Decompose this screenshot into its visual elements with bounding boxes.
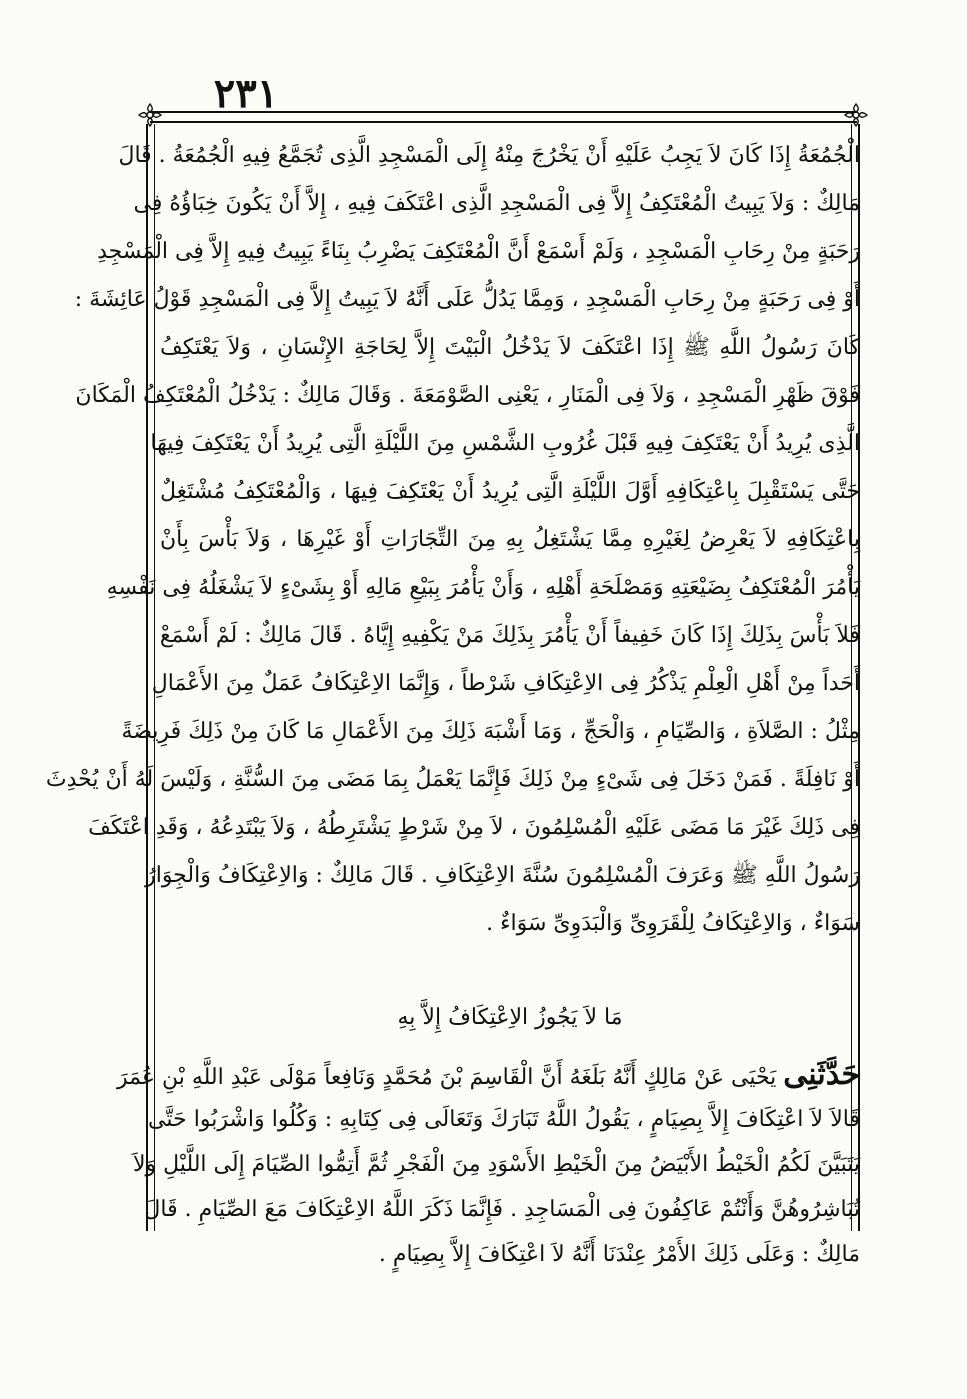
frame-top-border xyxy=(150,111,857,123)
body-text xyxy=(45,132,860,948)
text-line: أَوْ فِى رَحَبَةٍ مِنْ رِحَابِ الْمَسْجِدِ ، وَمِمَّا يَدُلُّ عَلَى أَنَّهُ لاَ يَبِيتُ إِلاَّ فِى الْمَسْجِدِ قَوْلُ عَائِشَةَ : xyxy=(74,287,860,312)
text-line: الْجُمُعَةُ إِذَا كَانَ لاَ يَجِبُ عَلَيْهِ أَنْ يَخْرُجَ مِنْهُ إِلَى الْمَسْجِدِ الَّذِى تُجَمَّعُ فِيهِ الْجُمُعَةُ . قَالَ xyxy=(118,143,860,168)
text-line: تُبَاشِرُوهُنَّ وَأَنْتُمْ عَاكِفُونَ فِى الْمَسَاجِدِ . فَإِنَّمَا ذَكَرَ اللَّهُ الاِعْتِكَافَ مَعَ الصِّيَامِ . قَالَ xyxy=(144,1197,860,1222)
hadith-text xyxy=(116,1052,860,1277)
text-line: مَالِكٌ : وَلاَ يَبِيتُ الْمُعْتَكِفُ إِلاَّ فِى الْمَسْجِدِ الَّذِى اعْتَكَفَ فِيهِ ، إِلاَّ أَنْ يَكُونَ خِبَاؤُهُ فِى xyxy=(133,191,860,216)
hadith-line-text: يَحْيَى عَنْ مَالِكٍ أَنَّهُ بَلَغَهُ أَنَّ الْقَاسِمَ بْنَ مُحَمَّدٍ وَنَافِعاً مَوْلَى عَبْدِ اللَّهِ بْنِ عُمَرَ xyxy=(116,1065,777,1090)
text-line: مَالِكٌ : وَعَلَى ذَلِكَ الأَمْرُ عِنْدَنَا أَنَّهُ لاَ اعْتِكَافَ إِلاَّ بِصِيَامٍ . xyxy=(378,1242,860,1267)
text-line: رَسُولُ اللَّهِ ﷺ وَعَرَفَ الْمُسْلِمُونَ سُنَّةَ الاِعْتِكَافِ . قَالَ مَالِكٌ : وَالاِعْتِكَافُ وَالْجِوَارُ xyxy=(145,863,860,888)
text-line: فَوْقَ ظَهْرِ الْمَسْجِدِ ، وَلاَ فِى الْمَنَارِ ، يَعْنِى الصَّوْمَعَةَ . وَقَالَ مَالِكٌ : يَدْخُلُ الْمُعْتَكِفُ الْمَكَانَ xyxy=(75,383,860,408)
text-line: أَوْ نَافِلَةً . فَمَنْ دَخَلَ فِى شَىْءٍ مِنْ ذَلِكَ فَإِنَّمَا يَعْمَلُ بِمَا مَضَى مِنَ السُّنَّةِ ، وَلَيْسَ لَهُ أَنْ يُحْدِثَ xyxy=(45,767,860,792)
text-line: أَحَداً مِنْ أَهْلِ الْعِلْمِ يَذْكُرُ فِى الاِعْتِكَافِ شَرْطاً ، وَإِنَّمَا الاِعْتِكَافُ عَمَلٌ مِنَ الأَعْمَالِ xyxy=(151,671,860,696)
text-line: بِاعْتِكَافِهِ لاَ يَعْرِضُ لِغَيْرِهِ مِمَّا يَشْتَغِلُ بِهِ مِنَ التِّجَارَاتِ أَوْ غَيْرِهَا ، وَلاَ بَأْسَ بِأَنْ xyxy=(160,527,860,552)
text-line: فِى ذَلِكَ غَيْرَ مَا مَضَى عَلَيْهِ الْمُسْلِمُونَ ، لاَ مِنْ شَرْطٍ يَشْتَرِطُهُ ، وَلاَ يَبْتَدِعُهُ ، وَقَدِ اعْتَكَفَ xyxy=(88,815,860,840)
hadith-first-line xyxy=(116,1052,860,1097)
text-line: كَانَ رَسُولُ اللَّهِ ﷺ إِذَا اعْتَكَفَ لاَ يَدْخُلُ الْبَيْتَ إِلاَّ لِحَاجَةِ الإِنْسَانِ ، وَلاَ يَعْتَكِفُ xyxy=(160,335,860,360)
text-line: يَأْمُرَ الْمُعْتَكِفُ بِضَيْعَتِهِ وَمَصْلَحَةِ أَهْلِهِ ، وَأَنْ يَأْمُرَ بِبَيْعِ مَالِهِ أَوْ بِشَىْءٍ لاَ يَشْغَلُهُ فِى نَفْسِهِ xyxy=(106,575,860,600)
text-line: قَالاَ لاَ اعْتِكَافَ إِلاَّ بِصِيَامٍ ، يَقُولُ اللَّهُ تَبَارَكَ وَتَعَالَى فِى كِتَابِهِ : وَكُلُوا وَاشْرَبُوا حَتَّى xyxy=(148,1107,860,1132)
text-line: فَلاَ بَأْسَ بِذَلِكَ إِذَا كَانَ خَفِيفاً أَنْ يَأْمُرَ بِذَلِكَ مَنْ يَكْفِيهِ إِيَّاهُ . قَالَ مَالِكٌ : لَمْ أَسْمَعْ xyxy=(159,623,860,648)
text-line: رَحَبَةٍ مِنْ رِحَابِ الْمَسْجِدِ ، وَلَمْ أَسْمَعْ أَنَّ الْمُعْتَكِفَ يَضْرِبُ بِنَاءً يَبِيتُ فِيهِ إِلاَّ فِى الْمَسْجِدِ xyxy=(97,239,860,264)
hadith-lead-word: حَدَّثَنِى xyxy=(783,1057,860,1092)
text-line: يَتَبَيَّنَ لَكُمُ الْخَيْطُ الأَبْيَضُ مِنَ الْخَيْطِ الأَسْوَدِ مِنَ الْفَجْرِ ثُمَّ أَتِمُّوا الصِّيَامَ إِلَى اللَّيْلِ وَلاَ xyxy=(132,1152,860,1177)
section-title: مَا لاَ يَجُوزُ الاِعْتِكَافُ إِلاَّ بِهِ xyxy=(397,1005,623,1030)
page-number: ٢٣١ xyxy=(213,70,279,117)
text-line: الَّذِى يُرِيدُ أَنْ يَعْتَكِفَ فِيهِ قَبْلَ غُرُوبِ الشَّمْسِ مِنَ اللَّيْلَةِ الَّتِى يُرِيدُ أَنْ يَعْتَكِفَ فِيهَا xyxy=(150,431,860,456)
text-line: مِثْلُ : الصَّلاَةِ ، وَالصِّيَامِ ، وَالْحَجِّ ، وَمَا أَشْبَهَ ذَلِكَ مِنَ الأَعْمَالِ مَا كَانَ مِنْ ذَلِكَ فَرِيضَةً xyxy=(121,719,860,744)
text-line: حَتَّى يَسْتَقْبِلَ بِاعْتِكَافِهِ أَوَّلَ اللَّيْلَةِ الَّتِى يُرِيدُ أَنْ يَعْتَكِفَ فِيهَا ، وَالْمُعْتَكِفُ مُشْتَغِلٌ xyxy=(160,479,860,504)
text-line: سَوَاءٌ ، وَالاِعْتِكَافُ لِلْقَرَوِىِّ وَالْبَدَوِىِّ سَوَاءٌ . xyxy=(486,911,860,936)
